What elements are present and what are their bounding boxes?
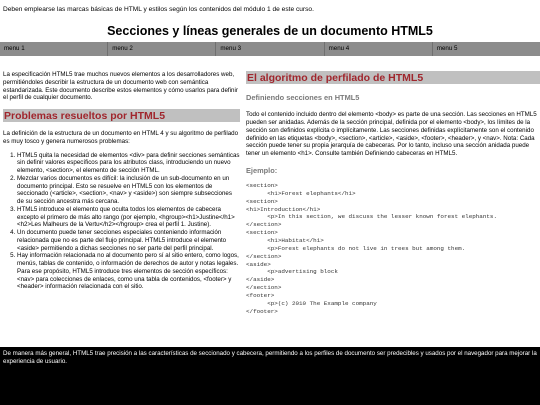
- menu-item-4[interactable]: menu 4: [325, 42, 433, 56]
- algorithm-heading: El algoritmo de perfilado de HTML5: [246, 71, 540, 84]
- intro-paragraph: La especificación HTML5 trae muchos nuevos elementos a los desarrolladores web, permitiéndoles describir la estructura de un documento web con semántica estandarizada. Este documento describe estos elementos y cómo usarlos para definir el perfil de cualquier documento.: [3, 71, 238, 102]
- defining-sections-heading: Definiendo secciones en HTML5: [246, 93, 360, 103]
- problems-list: [3, 152, 240, 292]
- sections-paragraph: Todo el contenido incluido dentro del elemento <body> es parte de una sección. Las secciones en HTML5 pueden ser anidadas. Además de la sección principal, definida por el elemento <body>, los límites de la sección son definidos explícita o implícitamente. Las secciones definidas explícitamente son el contenido definido en las etiquetas <body>, <section>, <article>, <aside>, <footer>, <header>, y <nav>. Nota: Cada sección puede tener su propia jerarquía de cabeceras. Por lo tanto, incluso una sección anidada puede tener un elemento <h1>. Consulte también Definiendo cabeceras en HTML5.: [246, 111, 537, 158]
- example-heading: Ejemplo:: [246, 165, 278, 175]
- list-item: 5. Hay información relacionada no al documento pero sí al sitio entero, como logos, menús, tablas de contenido, o información de derechos de autor y notas legales. Para ese propósito, HTML5 introduce tres elementos de sección específicos: <nav> para colecciones de enlaces, como una tabla de contenidos, <footer> y <header> información relacionada con el sitio.: [17, 252, 240, 291]
- menu-item-1[interactable]: menu 1: [0, 42, 108, 56]
- left-column: [3, 71, 240, 291]
- menu-item-3[interactable]: menu 3: [216, 42, 324, 56]
- menu-item-5[interactable]: menu 5: [436, 45, 458, 52]
- right-column: [246, 71, 540, 315]
- top-note: Deben emplearse las marcas básicas de HTML y estilos según los contenidos del módulo 1 de este curso.: [3, 6, 314, 13]
- problems-paragraph: La definición de la estructura de un documento en HTML 4 y su algoritmo de perfilado es muy tosco y genera numerosos problemas:: [3, 130, 239, 145]
- list-item: 4. Un documento puede tener secciones especiales conteniendo información relacionada que no es parte del flujo principal. HTML5 introduce el elemento <aside> permitiendo a dichas secciones no ser parte del perfil principal.: [17, 229, 240, 252]
- code-example: <section> <h1>Forest elephants</h1> <section> <h1>Introduction</h1> <p>In this section, we discuss the lesser known forest elephants. </section> <section> <h1>Habitat</h1> <p>Forest elephants do not live in trees but among them. </section> <aside> <p>advertising block </aside> </section> <footer> <p>(c) 2010 The Example company </footer>: [246, 182, 497, 315]
- list-item: 2. Mezclar varios documentos es difícil: la inclusión de un sub-documento en un documento principal. Esto se resuelve en HTML5 con los elementos de seccionado (<article>, <section>, <nav> y <aside>) son siempre subsecciones de su sección ancestra más cercana.: [17, 175, 240, 206]
- page-title: Secciones y líneas generales de un documento HTML5: [107, 24, 433, 38]
- menu-item-2[interactable]: menu 2: [108, 42, 216, 56]
- problems-heading: Problemas resueltos por HTML5: [3, 109, 240, 122]
- main-menu: [0, 42, 540, 56]
- page-footer: De manera más general, HTML5 trae precisión a las características de seccionado y cabecera, permitiendo a los perfiles de documento ser predecibles y usados por el navegador para mejorar la experiencia de usuario.: [0, 347, 540, 405]
- list-item: 1. HTML5 quita la necesidad de elementos <div> para definir secciones semánticas sin definir valores específicos para los atributos class, introduciendo un nuevo elemento, <section>, el elemento de sección HTML.: [17, 152, 240, 175]
- list-item: 3. HTML5 introduce el elemento que oculta todos los elementos de cabecera excepto el primero de más alto rango (por ejemplo, <hgroup><h1>Justine</h1><h2>Les Malheurs de la Vertu</h2></hgroup> crea el perfil 1. Justine).: [17, 206, 240, 229]
